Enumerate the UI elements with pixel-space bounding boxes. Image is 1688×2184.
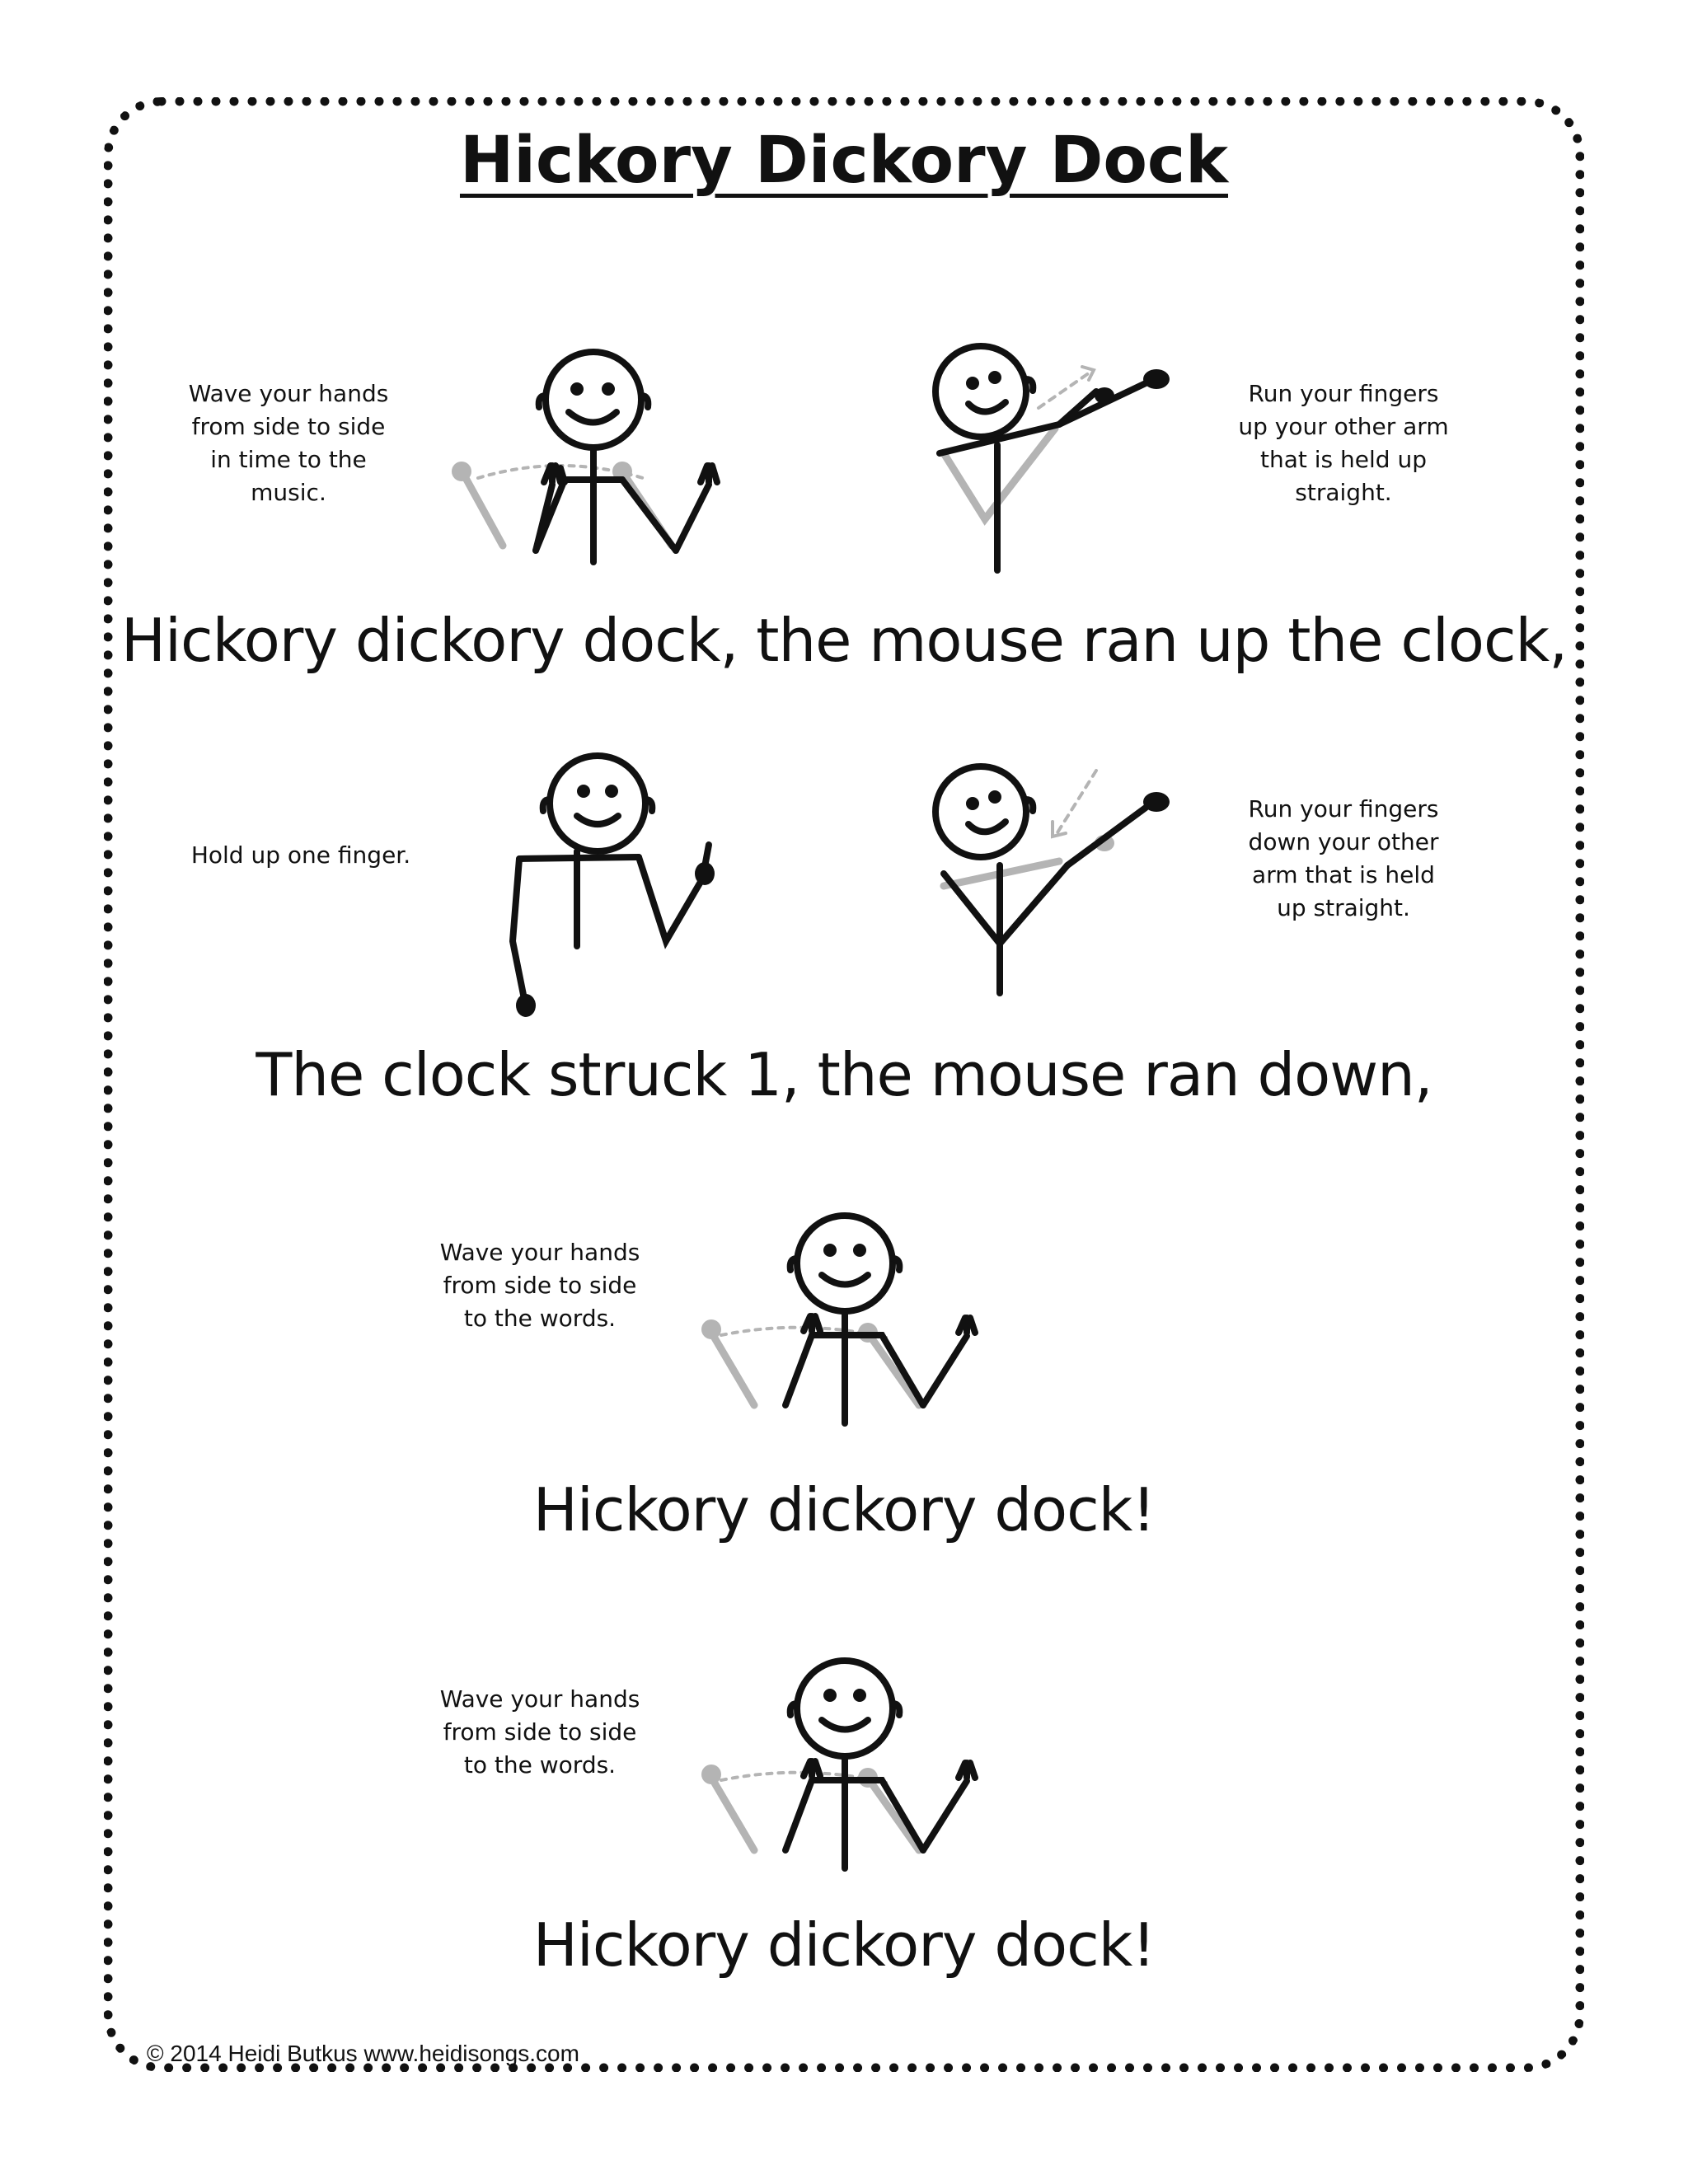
stick-figure-one-finger (478, 733, 725, 1017)
stick-figure-waving-1 (437, 330, 750, 580)
stick-figure-waving-2 (688, 1199, 1001, 1450)
stick-figure-waving-3 (688, 1644, 1001, 1895)
instruction-one-finger: Hold up one finger. (190, 841, 411, 869)
instruction-wave-words-1: Wave your hands from side to side to the words. (439, 1239, 640, 1332)
stick-figure-arm-up (894, 330, 1207, 580)
copyright-footer: © 2014 Heidi Butkus www.heidisongs.com (147, 2041, 579, 2066)
instruction-wave-words-2: Wave your hands from side to side to the words. (439, 1685, 640, 1779)
lyric-line-3: Hickory dickory dock! (532, 1475, 1156, 1544)
instruction-wave-music: Wave your hands from side to side in time to the music. (188, 380, 389, 506)
stick-figure-arm-down (894, 746, 1207, 1013)
lyric-line-2: The clock struck 1, the mouse ran down, (256, 1040, 1432, 1109)
lyric-line-1: Hickory dickory dock, the mouse ran up the clock, (120, 606, 1568, 675)
instruction-run-up: Run your fingers up your other arm that is held up straight. (1238, 380, 1449, 506)
page-title: Hickory Dickory Dock (459, 124, 1229, 198)
lyric-line-4: Hickory dickory dock! (532, 1910, 1156, 1980)
instruction-run-down: Run your fingers down your other arm that is held up straight. (1248, 795, 1439, 921)
